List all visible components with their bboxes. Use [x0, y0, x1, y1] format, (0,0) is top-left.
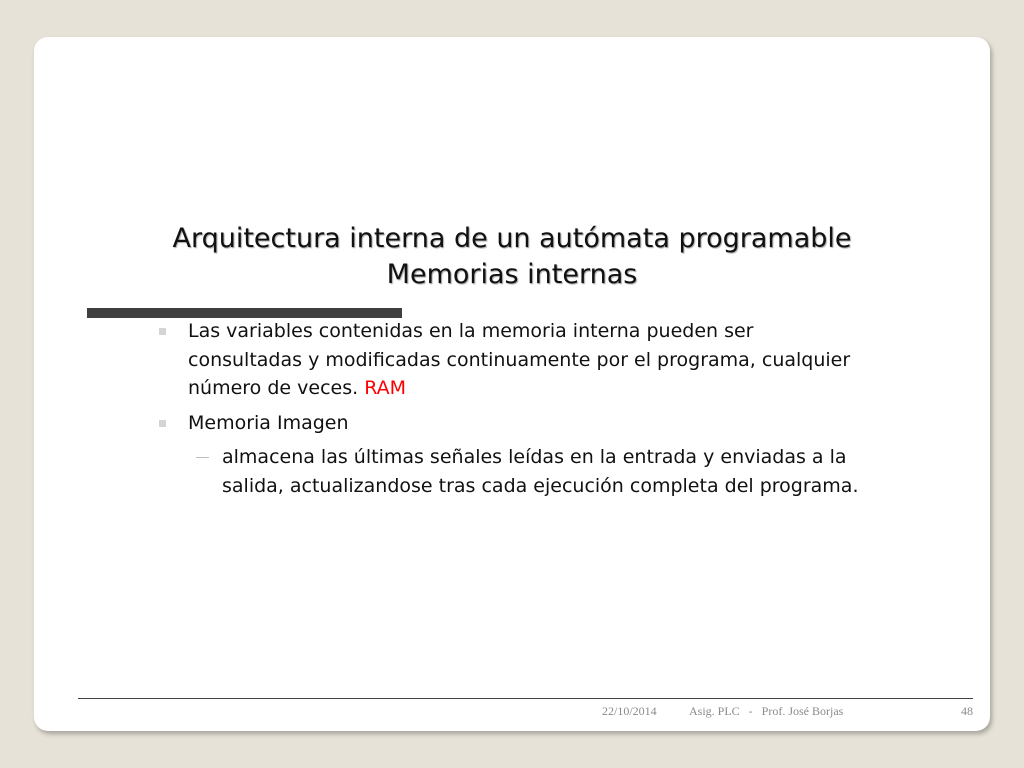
- bullet-text: Las variables contenidas en la memoria interna pueden ser consultadas y modificadas continuamente por el programa, cualquier número de veces.: [188, 320, 851, 399]
- slide-title: [34, 221, 990, 293]
- sub-bullet-text: almacena las últimas señales leídas en la entrada y enviadas a la salida, actualizandose tras cada ejecución completa del programa.: [222, 446, 859, 497]
- ram-highlight: RAM: [364, 377, 407, 399]
- bullet-item: [159, 409, 859, 438]
- square-bullet-icon: [159, 328, 166, 335]
- square-bullet-icon: [159, 420, 166, 427]
- dash-bullet-icon: [196, 457, 209, 458]
- bullet-item: [159, 317, 859, 403]
- bullet-text: Memoria Imagen: [188, 411, 349, 434]
- slide: [34, 37, 990, 731]
- title-line-2: Memorias internas: [386, 259, 638, 290]
- page-number: 48: [961, 704, 973, 718]
- footer-date: 22/10/2014: [602, 704, 657, 718]
- footer-course: Asig. PLC - Prof. José Borjas: [689, 704, 844, 718]
- title-line-1: Arquitectura interna de un autómata programable: [172, 223, 852, 254]
- sub-bullet-item: [159, 443, 859, 500]
- slide-content: [159, 317, 859, 500]
- footer-divider: [78, 698, 973, 699]
